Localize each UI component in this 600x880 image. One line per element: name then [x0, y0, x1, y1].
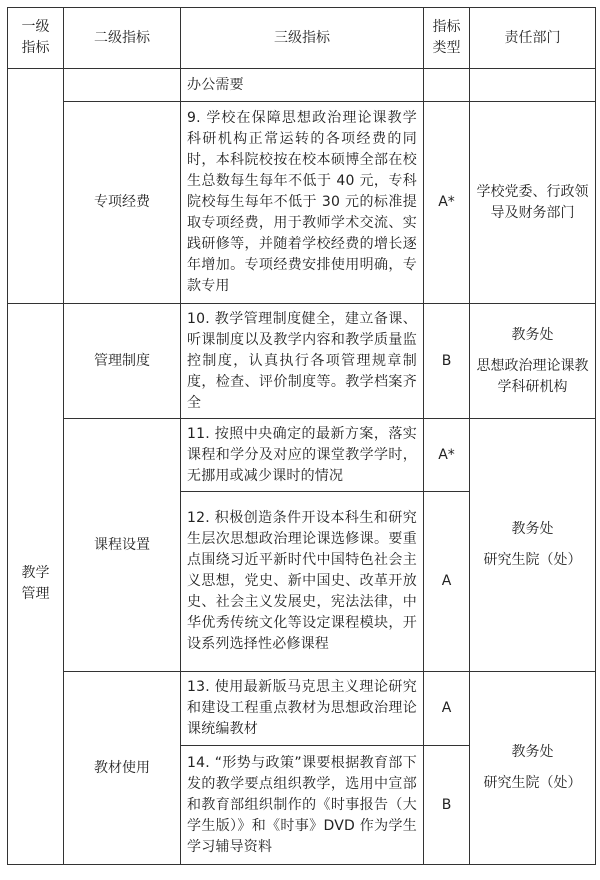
level3-cell-item-11: 11. 按照中央确定的最新方案，落实课程和学分及对应的课堂教学学时，无挪用或减少课时的情况 [181, 419, 424, 492]
dept-cell-item-10: 教务处 思想政治理论课教学科研机构 [470, 304, 596, 419]
type-cell-item-13: A [424, 672, 470, 746]
dept-cell-item-9: 学校党委、行政领导及财务部门 [470, 102, 596, 304]
type-cell-item-14: B [424, 746, 470, 865]
level3-cell-item-13: 13. 使用最新版马克思主义理论研究和建设工程重点教材为思想政治理论课统编教材 [181, 672, 424, 746]
level2-cell-management: 管理制度 [64, 304, 181, 419]
table-row [8, 304, 596, 419]
dept-cell-curriculum: 教务处 研究生院（处） [470, 419, 596, 672]
level1-cell-funding [8, 69, 64, 304]
type-cell-item-9: A* [424, 102, 470, 304]
header-row [8, 8, 596, 69]
header-department: 责任部门 [470, 8, 596, 69]
dept-cell-textbooks: 教务处 研究生院（处） [470, 672, 596, 865]
level3-cell-item-14: 14. “形势与政策”课要根据教育部下发的教学要点组织教学，选用中宣部和教育部组织制作的《时事报告（大学生版）》和《时事》DVD 作为学生学习辅导资料 [181, 746, 424, 865]
level2-cell-empty [64, 69, 181, 102]
header-level1: 一级 指标 [8, 8, 64, 69]
type-cell-empty [424, 69, 470, 102]
type-cell-item-11: A* [424, 419, 470, 492]
level2-cell-curriculum: 课程设置 [64, 419, 181, 672]
header-type: 指标 类型 [424, 8, 470, 69]
level2-cell-special-funds: 专项经费 [64, 102, 181, 304]
level1-cell-teaching: 教学 管理 [8, 304, 64, 865]
level3-cell-item-10: 10. 教学管理制度健全，建立备课、听课制度以及教学内容和教学质量监控制度，认真执行各项管理规章制度，检查、评价制度等。教学档案齐全 [181, 304, 424, 419]
type-cell-item-12: A [424, 492, 470, 672]
table-row [8, 672, 596, 746]
level3-cell-item-12: 12. 积极创造条件开设本科生和研究生层次思想政治理论课选修课。要重点围绕习近平新时代中国特色社会主义思想，党史、新中国史、改革开放史、社会主义发展史，宪法法律，中华优秀传统文化等设定课程模块，开设系列选择性必修课程 [181, 492, 424, 672]
level3-cell-item-9: 9. 学校在保障思想政治理论课教学科研机构正常运转的各项经费的同时，本科院校按在校本硕博全部在校生总数每生每年不低于 40 元，专科院校每生每年不低于 30 元的标准提取专项经费，用于教师学术交流、实践研修等，并随着学校经费的增长逐年增加。专项经费安排使用明确，专款专用 [181, 102, 424, 304]
header-level3: 三级指标 [181, 8, 424, 69]
table-row [8, 102, 596, 304]
level3-cell-continued: 办公需要 [181, 69, 424, 102]
indicator-table [7, 7, 596, 865]
table-row [8, 419, 596, 492]
dept-cell-empty [470, 69, 596, 102]
type-cell-item-10: B [424, 304, 470, 419]
level2-cell-textbooks: 教材使用 [64, 672, 181, 865]
table-row [8, 69, 596, 102]
header-level2: 二级指标 [64, 8, 181, 69]
